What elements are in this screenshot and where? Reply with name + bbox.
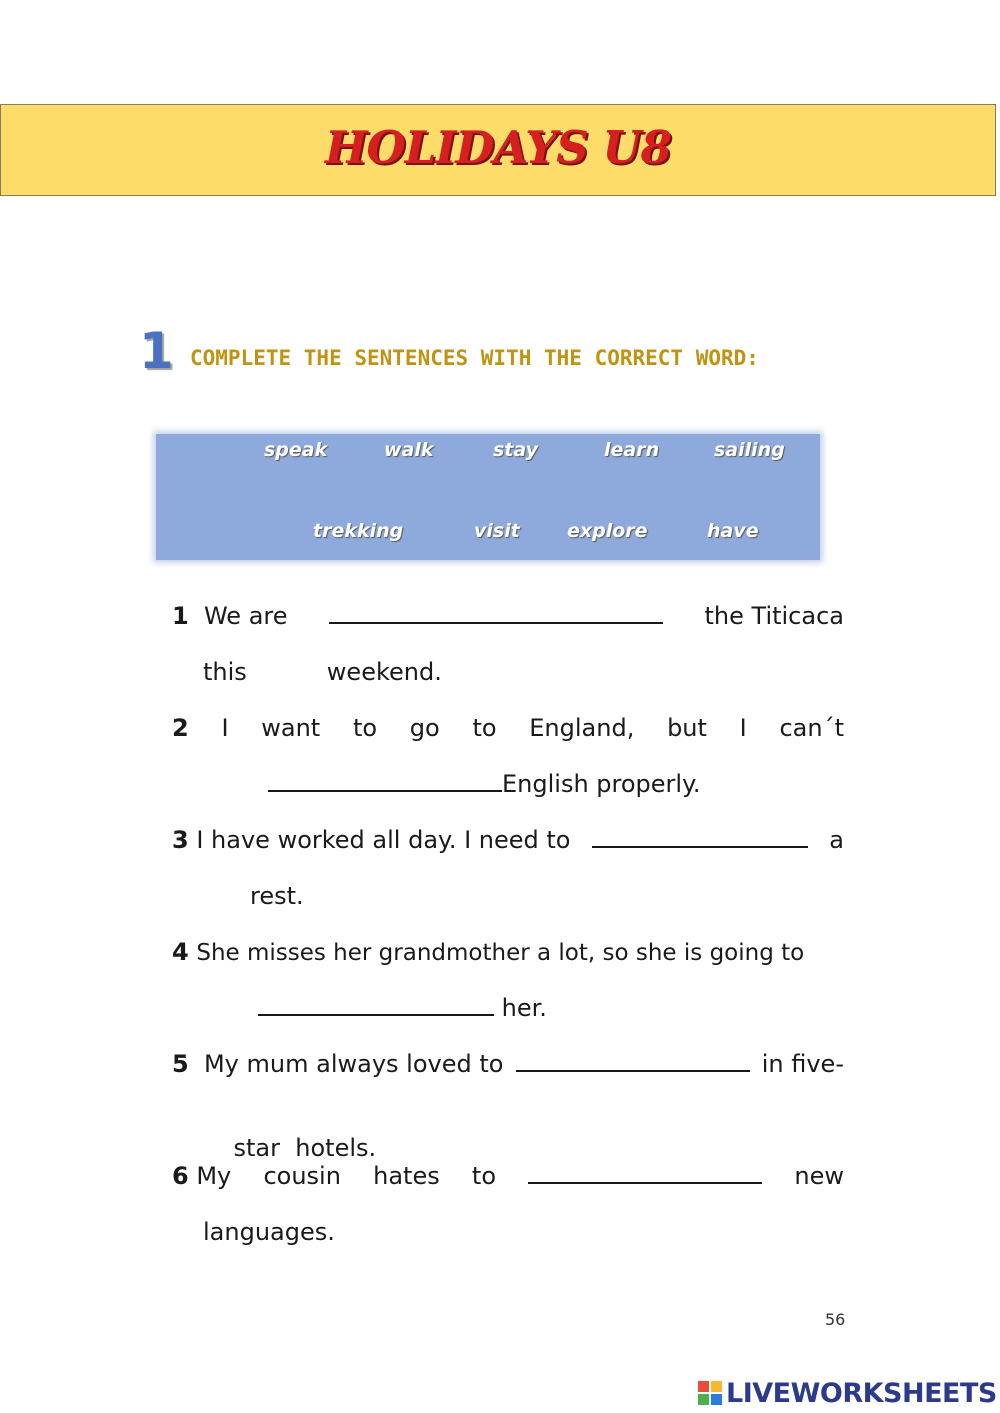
exercise-instruction: COMPLETE THE SENTENCES WITH THE CORRECT WORD: (190, 346, 759, 370)
question-word: but (667, 714, 707, 742)
logo-block (711, 1394, 722, 1405)
question-text: new (794, 1162, 844, 1190)
question-text: a (829, 826, 844, 854)
question-text: We are (203, 602, 288, 630)
answer-blank[interactable] (329, 604, 663, 624)
question-text: the Titicaca (704, 602, 844, 630)
question-text: English properly. (502, 770, 701, 798)
liveworksheets-logo[interactable] (698, 1378, 997, 1408)
answer-blank[interactable] (268, 772, 502, 792)
answer-blank[interactable] (516, 1052, 750, 1072)
logo-text: LIVEWORKSHEETS (726, 1377, 997, 1409)
logo-block (698, 1381, 709, 1392)
question-text: in five- (761, 1050, 844, 1078)
question-text: She misses her grandmother a lot, so she is going to (196, 940, 805, 966)
answer-blank[interactable] (592, 828, 808, 848)
question-word: England, (529, 714, 635, 742)
question-word: can´t (779, 714, 844, 742)
word-bank-item: sailing (714, 439, 785, 461)
question-number: 4 (172, 938, 189, 966)
word-bank-item: learn (604, 439, 660, 461)
answer-blank[interactable] (258, 996, 494, 1016)
question-number: 1 (172, 602, 189, 630)
question-number: 2 (172, 714, 189, 742)
question-word: I (221, 714, 229, 742)
question-text: My mum always loved to (203, 1050, 504, 1078)
answer-blank[interactable] (528, 1164, 762, 1184)
page-title: HOLIDAYS U8 (325, 121, 671, 174)
question-text: I have worked all day. I need to (196, 826, 571, 854)
question-number: 6 (172, 1162, 189, 1190)
logo-block (698, 1394, 709, 1405)
question-number: 3 (172, 826, 189, 854)
question-text: languages. (203, 1218, 335, 1246)
word-bank-item: visit (474, 520, 520, 542)
word-bank-item: speak (264, 439, 328, 461)
question-word: want (261, 714, 321, 742)
question-word: cousin (263, 1162, 341, 1190)
logo-icon (698, 1381, 722, 1405)
word-bank-item: trekking (313, 520, 404, 542)
question-text: rest. (250, 882, 304, 910)
question-word: I (739, 714, 747, 742)
question-word: to (472, 714, 497, 742)
word-bank (156, 434, 820, 560)
question-text: star hotels. (233, 1134, 377, 1162)
question-word: to (471, 1162, 497, 1190)
page-number: 56 (825, 1310, 846, 1329)
question-word: hates (373, 1162, 440, 1190)
question-text: this (203, 658, 247, 686)
word-bank-item: walk (384, 439, 434, 461)
question-word: My (196, 1162, 232, 1190)
question-text: her. (501, 994, 547, 1022)
exercise-number: 1 (139, 322, 174, 380)
word-bank-item: explore (567, 520, 648, 542)
logo-block (711, 1381, 722, 1392)
question-word: go (409, 714, 440, 742)
word-bank-item: have (707, 520, 759, 542)
question-number: 5 (172, 1050, 189, 1078)
word-bank-item: stay (493, 439, 539, 461)
question-text: weekend. (326, 658, 442, 686)
question-word: to (352, 714, 378, 742)
